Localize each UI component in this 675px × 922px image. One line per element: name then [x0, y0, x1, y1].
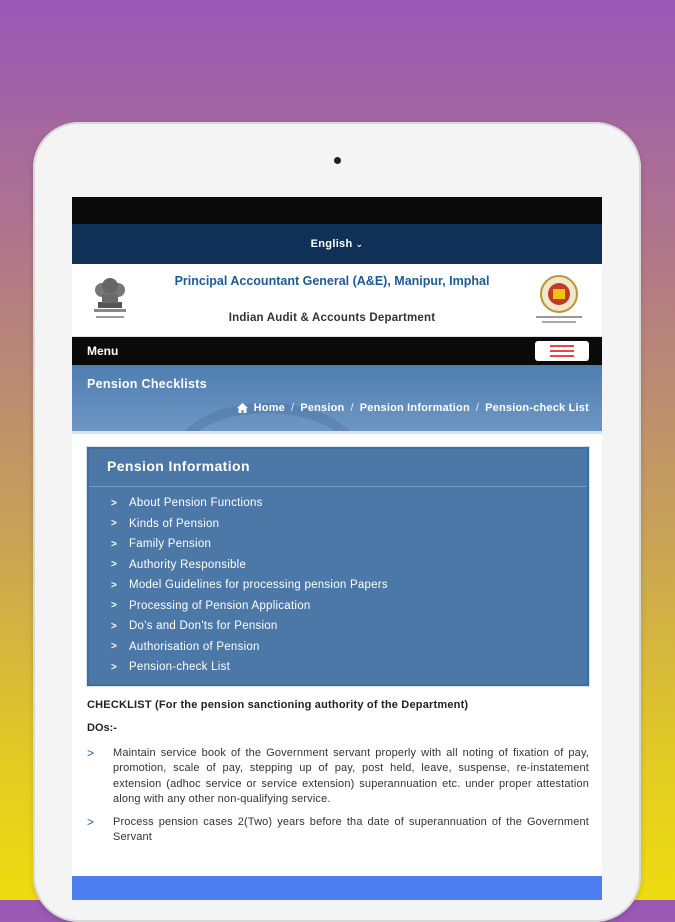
list-item[interactable]: > Authority Responsible: [111, 558, 247, 571]
list-item[interactable]: > Pension-check List: [111, 661, 231, 674]
chevron-right-icon: >: [87, 814, 95, 829]
app-screen: [72, 197, 602, 900]
status-bar: [72, 197, 602, 224]
chevron-right-icon: >: [111, 497, 118, 509]
chevron-right-icon: >: [111, 518, 118, 530]
breadcrumb-pension[interactable]: Pension: [300, 402, 345, 414]
dos-heading: DOs:-: [87, 721, 117, 734]
pension-info-list: [89, 493, 587, 678]
page-title: Pension Checklists: [87, 377, 208, 391]
breadcrumb-current: Pension-check List: [485, 402, 589, 414]
camera-dot: [334, 157, 341, 164]
breadcrumb-separator: /: [475, 402, 480, 414]
org-name: Principal Accountant General (A&E), Manipur, Imphal: [174, 274, 490, 288]
chevron-down-icon: ⌄: [355, 238, 364, 249]
pension-info-panel: [87, 447, 589, 686]
state-emblem-icon: [84, 272, 136, 328]
main-content: [72, 434, 602, 846]
chevron-right-icon: >: [111, 538, 118, 550]
dos-list: [87, 746, 589, 846]
breadcrumb-separator: /: [350, 402, 354, 414]
chevron-right-icon: >: [111, 579, 118, 591]
panel-title: Pension Information: [89, 449, 587, 487]
list-item: > Process pension cases 2(Two) years before tha date of superannuation of the Government Servant: [87, 815, 589, 846]
checklist-heading: CHECKLIST (For the pension sanctioning authority of the Department): [87, 698, 469, 711]
list-item: > Maintain service book of the Government servant properly with all noting of fixation of pay, promotion, scale of pay, stepping up of pay, post held, leave, suspense, re-instatement extension (adhoc service or service extension) superannuation etc. under proper attestation along with any other non-qualifying service.: [87, 746, 589, 808]
site-header: [72, 264, 602, 337]
language-label: English: [310, 238, 353, 250]
list-item[interactable]: > Authorisation of Pension: [111, 640, 260, 653]
list-item[interactable]: > Family Pension: [111, 538, 212, 551]
chevron-right-icon: >: [111, 559, 118, 571]
breadcrumb-home[interactable]: Home: [253, 402, 286, 414]
bottom-bar: [72, 876, 602, 900]
language-selector[interactable]: [72, 224, 602, 264]
chevron-right-icon: >: [111, 600, 118, 612]
page-banner: [72, 365, 602, 434]
chevron-right-icon: >: [111, 620, 118, 632]
breadcrumb: [237, 402, 589, 414]
cag-logo-icon: [528, 272, 590, 328]
list-item[interactable]: > Do's and Don'ts for Pension: [111, 620, 278, 633]
menu-label[interactable]: Menu: [87, 344, 119, 358]
home-icon: [237, 403, 248, 413]
hamburger-icon[interactable]: [535, 341, 589, 361]
chevron-right-icon: >: [87, 745, 95, 760]
menu-bar: [72, 337, 602, 365]
chevron-right-icon: >: [111, 661, 118, 673]
org-subtitle: Indian Audit & Accounts Department: [228, 312, 436, 324]
list-item[interactable]: > About Pension Functions: [111, 497, 263, 510]
list-item[interactable]: > Processing of Pension Application: [111, 599, 311, 612]
list-item[interactable]: > Kinds of Pension: [111, 517, 220, 530]
chevron-right-icon: >: [111, 641, 118, 653]
list-item[interactable]: > Model Guidelines for processing pension Papers: [111, 579, 388, 592]
breadcrumb-pension-information[interactable]: Pension Information: [359, 402, 470, 414]
breadcrumb-separator: /: [291, 402, 295, 414]
